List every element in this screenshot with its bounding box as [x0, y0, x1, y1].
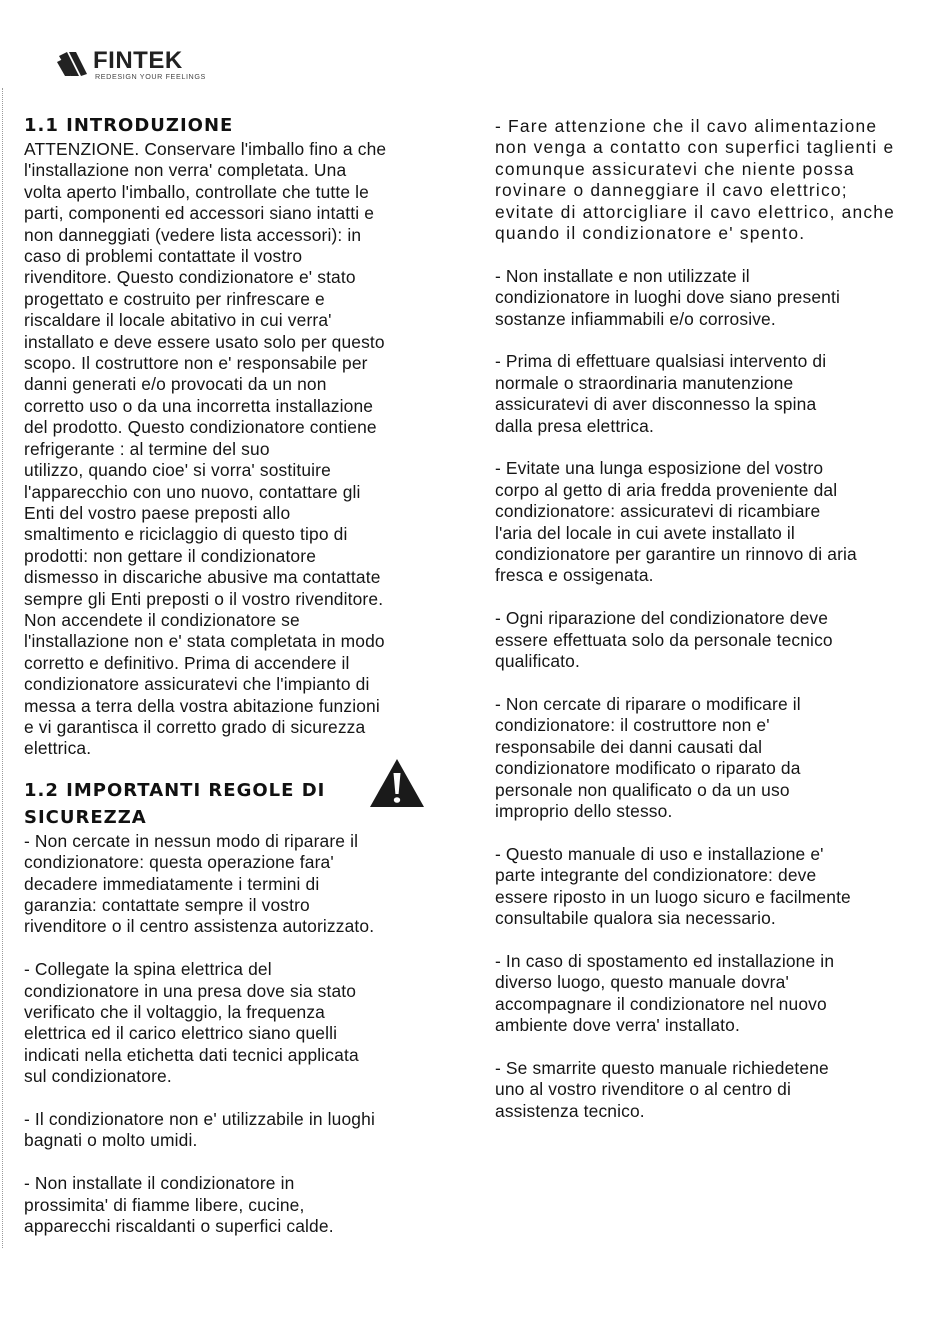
safety-rule: - Non installate e non utilizzate il condizionatore in luoghi dove siano presenti sostanze infiammabili e/o corrosive. — [495, 265, 840, 329]
safety-rule: - Fare attenzione che il cavo alimentazione non venga a contatto con superfici taglienti e comunque assicuratevi che niente possa rovinare o danneggiare il cavo elettrico; evitate di attorcigliare il cavo elettrico, anche quando il condizionatore e' spento. — [495, 116, 896, 244]
safety-rule: - Questo manuale di uso e installazione e' parte integrante del condizionatore: deve essere riposto in un luogo sicuro e facilmente consultabile qualora sia necessario. — [495, 843, 851, 928]
safety-rule: - Non installate il condizionatore in prossimita' di fiamme libere, cucine, apparecchi riscaldanti o superfici calde. — [24, 1173, 334, 1237]
left-column — [24, 112, 464, 1259]
safety-rule: - In caso di spostamento ed installazione in diverso luogo, questo manuale dovra' accompagnare il condizionatore nel nuovo ambiente dove verra' installato. — [495, 950, 835, 1035]
brand-name: FINTEK — [93, 47, 183, 74]
safety-rule: - Collegate la spina elettrica del condizionatore in una presa dove sia stato verificato che il voltaggio, la frequenza elettrica ed il carico elettrico siano quelli indicati nella etichetta dati tecnici applicata sul condizionatore. — [24, 959, 359, 1087]
section-1-title: 1.1 INTRODUZIONE — [24, 115, 234, 136]
page-edge-divider — [2, 88, 3, 1248]
fintek-logo-mark-icon — [57, 50, 89, 78]
safety-rule: - Ogni riparazione del condizionatore deve essere effettuata solo da personale tecnico qualificato. — [495, 608, 833, 672]
section-2-title-line2: SICUREZZA — [24, 806, 147, 828]
brand-logo — [55, 46, 255, 86]
safety-rule: - Il condizionatore non e' utilizzabile in luoghi bagnati o molto umidi. — [24, 1109, 375, 1151]
safety-rule: - Evitate una lunga esposizione del vostro corpo al getto di aria fredda proveniente dal condizionatore: assicuratevi di ricambiare l'aria del locale in cui avete installato il condizionatore per garantire un rinnovo di aria fresca e ossigenata. — [495, 458, 857, 586]
safety-rule: - Prima di effettuare qualsiasi intervento di normale o straordinaria manutenzione assicuratevi di aver disconnesso la spina dalla presa elettrica. — [495, 351, 827, 436]
safety-rule: - Non cercate in nessun modo di riparare il condizionatore: questa operazione fara' decadere immediatamente i termini di garanzia: contattate sempre il vostro rivenditore o il centro assistenza autorizzato. — [24, 830, 375, 937]
section-1-body: ATTENZIONE. Conservare l'imballo fino a che l'installazione non verra' completata. Una volta aperto l'imballo, controllate che tutte le parti, componenti ed accessori siano intatti e non danneggiati (vedere lista accessori): in caso di problemi contattate il vostro rivenditore. Questo condizionatore e' stato progettato e costruito per rinfrescare e riscaldare il locale abitativo in cui verra' installato e deve essere usato solo per questo scopo. Il costruttore non e' responsabile per danni generati e/o provocati da un non corretto uso o da una incorretta installazione del prodotto. Questo condizionatore contiene refrigerante : al termine del suo utilizzo, quando cioe' si vorra' sostituire l'apparecchio con uno nuovo, contattare gli Enti del vostro paese preposti allo smaltimento e riciclaggio di questo tipo di prodotti: non gettare il condizionatore dismesso in discariche abusive ma contattate sempre gli Enti preposti o il vostro rivenditore. Non accendete il condizionatore se l'installazione non e' stata completata in modo corretto e definitivo. Prima di accendere il condizionatore assicuratevi che l'impianto di messa a terra della vostra abitazione funzioni e vi garantisca il corretto grado di sicurezza elettrica. — [24, 139, 387, 759]
brand-tagline: REDESIGN YOUR FEELINGS — [95, 72, 206, 81]
section-2-title-line1: 1.2 IMPORTANTI REGOLE DI — [24, 779, 326, 801]
warning-triangle-icon — [368, 757, 426, 809]
right-column — [495, 116, 935, 1143]
safety-rule: - Non cercate di riparare o modificare il condizionatore: il costruttore non e' responsabile dei danni causati dal condizionatore modificato o riparato da personale non qualificato o da un uso improprio dello stesso. — [495, 693, 801, 821]
section-2-header — [24, 777, 464, 831]
safety-rule: - Se smarrite questo manuale richiedetene uno al vostro rivenditore o al centro di assistenza tecnico. — [495, 1057, 829, 1121]
